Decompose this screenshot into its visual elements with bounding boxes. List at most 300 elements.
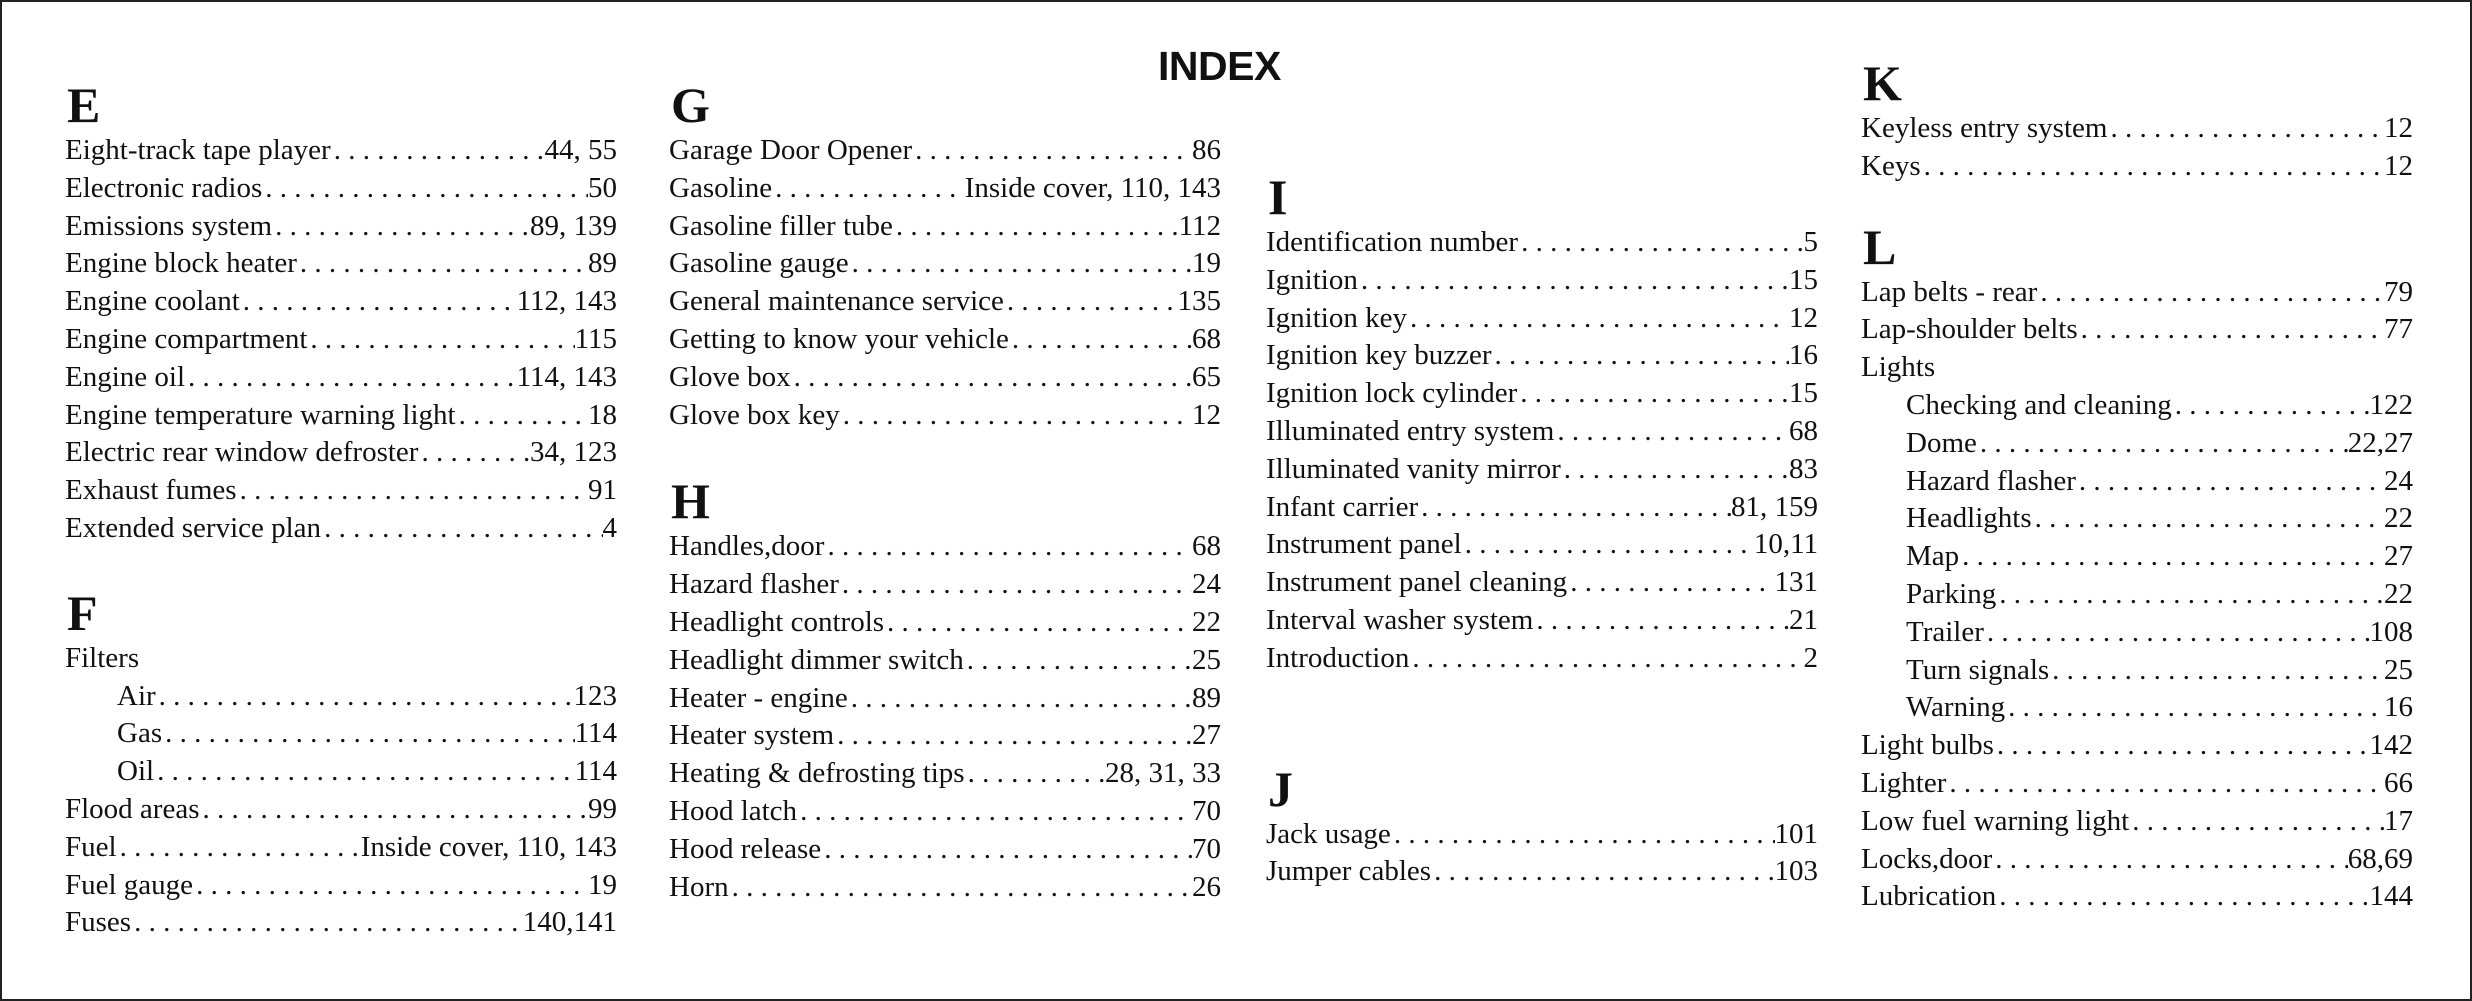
dot-leader bbox=[1418, 489, 1731, 527]
entry-term: Exhaust fumes bbox=[65, 474, 237, 507]
entry-term: Glove box bbox=[669, 360, 791, 393]
entry-pages: 22 bbox=[2384, 502, 2413, 535]
entry-pages: 25 bbox=[1192, 643, 1221, 676]
entry-pages: 68 bbox=[1789, 414, 1818, 447]
index-entry bbox=[669, 642, 1221, 680]
index-entry bbox=[669, 717, 1221, 755]
index-entry bbox=[1266, 489, 1818, 527]
entry-pages: 44, 55 bbox=[544, 134, 617, 166]
index-column-2 bbox=[669, 77, 1221, 906]
dot-leader bbox=[2129, 803, 2384, 841]
index-subentry bbox=[65, 678, 617, 716]
index-entry bbox=[1861, 878, 2413, 916]
dot-leader bbox=[1533, 602, 1789, 640]
dot-leader bbox=[848, 680, 1192, 718]
entry-term: Glove box key bbox=[669, 398, 840, 431]
entry-pages: 115 bbox=[574, 322, 617, 355]
index-entry bbox=[1266, 451, 1818, 489]
entry-pages: 79 bbox=[2384, 275, 2413, 308]
entry-term: Hazard flasher bbox=[669, 568, 839, 601]
entry-list bbox=[1266, 224, 1818, 678]
index-entry bbox=[65, 510, 617, 548]
index-entry bbox=[65, 208, 617, 246]
index-entry bbox=[669, 132, 1221, 170]
dot-leader bbox=[1518, 224, 1803, 262]
section-i bbox=[1266, 169, 1818, 678]
entry-term: Hood release bbox=[669, 832, 822, 865]
entry-term: Flood areas bbox=[65, 792, 200, 825]
entry-pages: 12 bbox=[1789, 301, 1818, 334]
index-entry bbox=[1266, 413, 1818, 451]
dot-leader bbox=[272, 208, 530, 246]
index-entry bbox=[65, 829, 617, 867]
index-entry bbox=[65, 867, 617, 905]
dot-leader bbox=[1984, 614, 2370, 652]
entry-term: Ignition key bbox=[1266, 301, 1407, 334]
index-entry bbox=[669, 397, 1221, 435]
entry-term: Gasoline filler tube bbox=[669, 209, 893, 242]
entry-term: Heater system bbox=[669, 719, 835, 752]
entry-term: Lap-shoulder belts bbox=[1861, 313, 2078, 346]
entry-pages: 77 bbox=[2384, 313, 2413, 346]
dot-leader bbox=[2172, 387, 2370, 425]
entry-term: Introduction bbox=[1266, 641, 1410, 674]
entry-pages: 27 bbox=[2384, 540, 2413, 573]
entry-term: Engine oil bbox=[65, 360, 186, 393]
entry-pages: 112, 143 bbox=[516, 285, 617, 318]
entry-term: Engine compartment bbox=[65, 322, 308, 355]
index-entry bbox=[669, 321, 1221, 359]
entry-term: Fuses bbox=[65, 906, 132, 939]
entry-pages: 12 bbox=[2384, 149, 2413, 182]
dot-leader bbox=[262, 170, 588, 208]
entry-pages: 28, 31, 33 bbox=[1105, 757, 1221, 790]
entry-pages: 144 bbox=[2369, 880, 2413, 913]
entry-pages: 12 bbox=[2384, 112, 2413, 144]
entry-pages: 99 bbox=[588, 792, 617, 825]
dot-leader bbox=[1946, 765, 2384, 803]
entry-pages: 101 bbox=[1774, 817, 1818, 850]
entry-term: Heater - engine bbox=[669, 681, 848, 714]
index-subentry bbox=[1861, 425, 2413, 463]
entry-pages: 50 bbox=[588, 171, 617, 204]
section-h bbox=[669, 473, 1221, 906]
entry-pages: 17 bbox=[2384, 804, 2413, 837]
index-subentry bbox=[1861, 387, 2413, 425]
entry-pages: 5 bbox=[1803, 226, 1818, 258]
entry-heading-filters: Filters bbox=[65, 641, 140, 674]
entry-list bbox=[669, 132, 1221, 434]
entry-pages: 26 bbox=[1192, 870, 1221, 903]
entry-pages: 15 bbox=[1789, 377, 1818, 410]
entry-pages: 81, 159 bbox=[1731, 490, 1818, 523]
section-letter: G bbox=[671, 77, 710, 133]
index-entry bbox=[1266, 375, 1818, 413]
entry-pages: 12 bbox=[1192, 398, 1221, 431]
entry-pages: 22 bbox=[2384, 577, 2413, 610]
entry-term: Locks,door bbox=[1861, 842, 1993, 875]
entry-term: Jack usage bbox=[1266, 817, 1391, 850]
section-letter: J bbox=[1268, 760, 1293, 817]
dot-leader bbox=[1407, 300, 1789, 338]
dot-leader bbox=[321, 510, 602, 548]
section-letter: F bbox=[67, 584, 98, 641]
dot-leader bbox=[1391, 816, 1775, 854]
index-subentry bbox=[65, 715, 617, 753]
dot-leader bbox=[237, 472, 588, 510]
dot-leader bbox=[912, 132, 1192, 170]
index-subentry bbox=[1861, 614, 2413, 652]
section-e bbox=[65, 77, 617, 548]
entry-pages: 24 bbox=[1192, 568, 1221, 601]
index-entry bbox=[1861, 110, 2413, 148]
entry-term: Lubrication bbox=[1861, 880, 1997, 913]
index-entry bbox=[669, 359, 1221, 397]
dot-leader bbox=[1996, 878, 2369, 916]
dot-leader bbox=[2078, 311, 2384, 349]
index-subentry bbox=[1861, 689, 2413, 727]
entry-pages: 112 bbox=[1178, 209, 1221, 242]
dot-leader bbox=[185, 359, 517, 397]
index-entry bbox=[669, 283, 1221, 321]
section-letter: I bbox=[1268, 169, 1288, 225]
entry-pages: 122 bbox=[2369, 388, 2413, 421]
entry-term: Lighter bbox=[1861, 766, 1947, 799]
entry-pages: 27 bbox=[1192, 719, 1221, 752]
entry-pages: 24 bbox=[2384, 464, 2413, 497]
index-entry bbox=[1861, 841, 2413, 879]
entry-term: Trailer bbox=[1906, 615, 1984, 648]
dot-leader bbox=[162, 715, 574, 753]
index-entry bbox=[1266, 526, 1818, 564]
entry-pages: 19 bbox=[588, 868, 617, 901]
dot-leader bbox=[964, 642, 1192, 680]
index-entry bbox=[1266, 300, 1818, 338]
dot-leader bbox=[2037, 274, 2384, 312]
index-column-1 bbox=[65, 77, 617, 942]
entry-pages: 34, 123 bbox=[530, 436, 617, 469]
index-entry bbox=[65, 359, 617, 397]
index-entry bbox=[1861, 274, 2413, 312]
index-entry bbox=[669, 208, 1221, 246]
entry-term: Getting to know your vehicle bbox=[669, 322, 1009, 355]
index-entry bbox=[65, 170, 617, 208]
index-entry bbox=[1266, 602, 1818, 640]
entry-term: Air bbox=[117, 679, 156, 712]
entry-term: Horn bbox=[669, 870, 729, 903]
dot-leader bbox=[1992, 841, 2347, 879]
dot-leader bbox=[1358, 262, 1789, 300]
entry-pages: 114 bbox=[574, 755, 617, 788]
entry-pages: Inside cover, 110, 143 bbox=[360, 830, 617, 863]
entry-list bbox=[65, 791, 617, 942]
dot-leader bbox=[331, 132, 545, 170]
index-entry bbox=[669, 680, 1221, 718]
index-subentry bbox=[1861, 538, 2413, 576]
index-entry bbox=[1266, 224, 1818, 262]
entry-term: Handles,door bbox=[669, 530, 825, 563]
dot-leader bbox=[418, 434, 530, 472]
entry-term: Keyless entry system bbox=[1861, 112, 2108, 144]
entry-term: Map bbox=[1906, 540, 1960, 573]
entry-term: Dome bbox=[1906, 426, 1977, 459]
dot-leader bbox=[1567, 564, 1774, 602]
index-entry bbox=[669, 170, 1221, 208]
entry-pages: 21 bbox=[1789, 603, 1818, 636]
entry-term: Headlight controls bbox=[669, 605, 885, 638]
entry-pages: 83 bbox=[1789, 452, 1818, 485]
index-entry bbox=[1861, 148, 2413, 186]
entry-term: Hood latch bbox=[669, 794, 798, 827]
entry-pages: 25 bbox=[2384, 653, 2413, 686]
entry-pages: 108 bbox=[2369, 615, 2413, 648]
dot-leader bbox=[200, 791, 589, 829]
dot-leader bbox=[1409, 640, 1803, 678]
index-subentry bbox=[1861, 652, 2413, 690]
entry-term: Keys bbox=[1861, 149, 1921, 182]
index-entry bbox=[1266, 337, 1818, 375]
entry-pages: 123 bbox=[573, 679, 617, 712]
index-subentry bbox=[1861, 463, 2413, 501]
index-entry bbox=[1266, 816, 1818, 854]
dot-leader bbox=[156, 678, 574, 716]
index-entry bbox=[669, 869, 1221, 907]
dot-leader bbox=[1994, 727, 2370, 765]
entry-list bbox=[1861, 110, 2413, 186]
dot-leader bbox=[1959, 538, 2384, 576]
dot-leader bbox=[729, 869, 1192, 907]
entry-term: Low fuel warning light bbox=[1861, 804, 2130, 837]
dot-leader bbox=[965, 755, 1105, 793]
entry-term: Gasoline bbox=[669, 171, 773, 204]
section-letter: E bbox=[67, 77, 101, 133]
index-entry bbox=[1861, 311, 2413, 349]
section-k bbox=[1861, 55, 2413, 186]
section-l bbox=[1861, 218, 2413, 917]
dot-leader bbox=[240, 283, 517, 321]
entry-term: Headlight dimmer switch bbox=[669, 643, 964, 676]
entry-pages: 114, 143 bbox=[516, 360, 617, 393]
entry-term: Instrument panel cleaning bbox=[1266, 566, 1568, 599]
dot-leader bbox=[193, 867, 588, 905]
index-entry bbox=[669, 528, 1221, 566]
dot-leader bbox=[1004, 283, 1178, 321]
entry-pages: 68,69 bbox=[2347, 842, 2413, 875]
entry-pages: 15 bbox=[1789, 263, 1818, 296]
dot-leader bbox=[2107, 110, 2384, 148]
entry-term: Ignition key buzzer bbox=[1266, 339, 1492, 372]
section-j bbox=[1266, 760, 1818, 892]
section-f bbox=[65, 584, 617, 942]
index-entry bbox=[669, 793, 1221, 831]
entry-list bbox=[1861, 727, 2413, 916]
index-entry bbox=[65, 245, 617, 283]
dot-leader bbox=[1996, 576, 2384, 614]
dot-leader bbox=[834, 717, 1192, 755]
entry-term: Illuminated vanity mirror bbox=[1266, 452, 1561, 485]
entry-term: General maintenance service bbox=[669, 285, 1004, 318]
dot-leader bbox=[797, 793, 1192, 831]
entry-pages: 91 bbox=[588, 474, 617, 507]
entry-term: Headlights bbox=[1906, 502, 2032, 535]
dot-leader bbox=[840, 397, 1192, 435]
dot-leader bbox=[849, 245, 1192, 283]
entry-pages: 142 bbox=[2369, 729, 2413, 762]
entry-term: Gasoline gauge bbox=[669, 247, 849, 280]
entry-pages: 66 bbox=[2384, 766, 2413, 799]
entry-term: Fuel gauge bbox=[65, 868, 194, 901]
entry-term: Gas bbox=[117, 717, 163, 750]
entry-term: Infant carrier bbox=[1266, 490, 1419, 523]
entry-pages: 4 bbox=[602, 511, 617, 544]
entry-pages: 135 bbox=[1177, 285, 1221, 318]
index-entry bbox=[1861, 765, 2413, 803]
entry-term: Extended service plan bbox=[65, 511, 322, 544]
index-subentry bbox=[1861, 576, 2413, 614]
index-entry bbox=[65, 791, 617, 829]
entry-term: Checking and cleaning bbox=[1906, 388, 2172, 421]
index-entry bbox=[1861, 727, 2413, 765]
dot-leader bbox=[791, 359, 1192, 397]
dot-leader bbox=[2076, 463, 2384, 501]
index-entry bbox=[1861, 803, 2413, 841]
index-entry bbox=[65, 283, 617, 321]
entry-pages: 10,11 bbox=[1753, 528, 1818, 561]
dot-leader bbox=[821, 831, 1192, 869]
entry-list bbox=[669, 528, 1221, 906]
index-entry bbox=[669, 755, 1221, 793]
index-entry bbox=[669, 245, 1221, 283]
dot-leader bbox=[893, 208, 1179, 246]
index-entry bbox=[669, 831, 1221, 869]
dot-leader bbox=[772, 170, 965, 208]
index-entry bbox=[65, 904, 617, 942]
entry-pages: 16 bbox=[1789, 339, 1818, 372]
index-entry bbox=[65, 434, 617, 472]
dot-leader bbox=[154, 753, 575, 791]
index-title: INDEX bbox=[1158, 43, 1281, 89]
entry-pages: 131 bbox=[1774, 566, 1818, 599]
index-entry bbox=[65, 321, 617, 359]
dot-leader bbox=[1517, 375, 1789, 413]
entry-term: Emissions system bbox=[65, 209, 273, 242]
entry-term: Identification number bbox=[1266, 226, 1519, 258]
dot-leader bbox=[2005, 689, 2384, 727]
entry-pages: 65 bbox=[1192, 360, 1221, 393]
index-entry bbox=[65, 397, 617, 435]
entry-term: Eight-track tape player bbox=[65, 134, 331, 166]
entry-pages: 89 bbox=[1192, 681, 1221, 714]
entry-term: Heating & defrosting tips bbox=[669, 757, 965, 790]
dot-leader bbox=[1009, 321, 1192, 359]
dot-leader bbox=[1554, 413, 1789, 451]
dot-leader bbox=[456, 397, 588, 435]
dot-leader bbox=[1491, 337, 1789, 375]
entry-list bbox=[1266, 816, 1818, 892]
index-entry bbox=[1266, 640, 1818, 678]
entry-pages: 103 bbox=[1774, 855, 1818, 888]
entry-pages: 70 bbox=[1192, 832, 1221, 865]
index-entry bbox=[669, 604, 1221, 642]
entry-term: Electric rear window defroster bbox=[65, 436, 419, 469]
dot-leader bbox=[1921, 148, 2384, 186]
entry-term: Lap belts - rear bbox=[1861, 275, 2038, 308]
entry-heading-lights: Lights bbox=[1861, 351, 1936, 384]
entry-list bbox=[65, 132, 617, 548]
dot-leader bbox=[117, 829, 361, 867]
entry-list bbox=[1861, 274, 2413, 350]
index-subentry bbox=[1861, 500, 2413, 538]
dot-leader bbox=[839, 566, 1192, 604]
entry-pages: 114 bbox=[574, 717, 617, 750]
entry-term: Turn signals bbox=[1906, 653, 2050, 686]
section-g bbox=[669, 77, 1221, 434]
dot-leader bbox=[884, 604, 1192, 642]
entry-term: Jumper cables bbox=[1266, 855, 1432, 888]
entry-term: Oil bbox=[117, 755, 155, 788]
dot-leader bbox=[1431, 853, 1774, 891]
entry-term: Garage Door Opener bbox=[669, 134, 913, 166]
index-entry bbox=[65, 472, 617, 510]
entry-term: Hazard flasher bbox=[1906, 464, 2076, 497]
dot-leader bbox=[2049, 652, 2384, 690]
dot-leader bbox=[1977, 425, 2348, 463]
section-letter: L bbox=[1863, 218, 1897, 275]
entry-term: Engine block heater bbox=[65, 247, 297, 280]
index-column-3 bbox=[1266, 169, 1818, 891]
entry-pages: 68 bbox=[1192, 322, 1221, 355]
index-subentry bbox=[65, 753, 617, 791]
dot-leader bbox=[307, 321, 574, 359]
entry-term: Fuel bbox=[65, 830, 117, 863]
entry-term: Parking bbox=[1906, 577, 1997, 610]
dot-leader bbox=[1462, 526, 1754, 564]
entry-pages: 86 bbox=[1192, 134, 1221, 166]
entry-pages: 68 bbox=[1192, 530, 1221, 563]
dot-leader bbox=[297, 245, 588, 283]
entry-term: Illuminated entry system bbox=[1266, 414, 1555, 447]
entry-pages: 19 bbox=[1192, 247, 1221, 280]
dot-leader bbox=[824, 528, 1192, 566]
entry-sublist bbox=[65, 678, 617, 791]
entry-term: Engine temperature warning light bbox=[65, 398, 456, 431]
entry-term: Ignition bbox=[1266, 263, 1358, 296]
entry-pages: 22,27 bbox=[2347, 426, 2413, 459]
entry-pages: 18 bbox=[588, 398, 617, 431]
index-entry bbox=[669, 566, 1221, 604]
index-entry bbox=[1266, 564, 1818, 602]
index-column-4 bbox=[1861, 55, 2413, 916]
section-letter: K bbox=[1863, 55, 1902, 111]
dot-leader bbox=[2032, 500, 2384, 538]
entry-pages: 89 bbox=[588, 247, 617, 280]
index-entry bbox=[1266, 853, 1818, 891]
entry-pages: 2 bbox=[1803, 641, 1818, 674]
entry-term: Instrument panel bbox=[1266, 528, 1462, 561]
entry-pages: Inside cover, 110, 143 bbox=[964, 171, 1221, 204]
entry-term: Warning bbox=[1906, 691, 2006, 724]
entry-term: Ignition lock cylinder bbox=[1266, 377, 1518, 410]
index-entry bbox=[1266, 262, 1818, 300]
dot-leader bbox=[131, 904, 523, 942]
entry-pages: 89, 139 bbox=[530, 209, 617, 242]
dot-leader bbox=[1561, 451, 1789, 489]
entry-pages: 70 bbox=[1192, 794, 1221, 827]
entry-pages: 140,141 bbox=[522, 906, 617, 939]
section-letter: H bbox=[671, 473, 710, 530]
entry-term: Engine coolant bbox=[65, 285, 240, 318]
entry-pages: 22 bbox=[1192, 605, 1221, 638]
